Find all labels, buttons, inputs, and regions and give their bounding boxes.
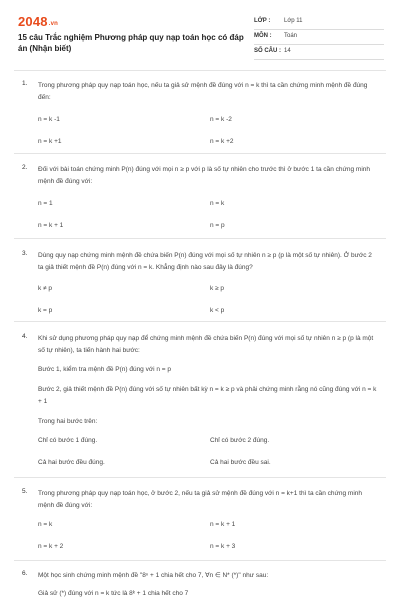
answer-option[interactable]: n = k -1 [38,116,60,123]
answer-option[interactable]: k < p [210,307,225,314]
answer-option[interactable]: n = k + 1 [210,521,236,528]
answer-option[interactable]: Chỉ có bước 2 đúng. [210,437,270,444]
answer-option[interactable]: n = k -2 [210,116,232,123]
question-text: Trong phương pháp quy nạp toán học, ở bước 2, nếu ta giả sử mệnh đề đúng với n = k+1 thì ta cần chứng minh mệnh đề đúng với: [38,490,363,509]
answer-option[interactable]: k ≥ p [210,285,225,292]
answer-option[interactable]: n = k + 1 [38,222,64,229]
site-logo[interactable]: 2048.vn [18,14,59,29]
answer-option[interactable]: n = k [210,200,225,207]
meta-row-class [254,15,384,30]
answer-option[interactable]: Cả hai bước đều đúng. [38,459,105,466]
divider [14,477,386,478]
answer-option[interactable]: n = k [38,521,53,528]
meta-key: SỐ CÂU : [254,48,281,54]
meta-value: Toán [284,33,298,39]
question-number: 2. [22,164,28,171]
question-number: 1. [22,80,28,87]
meta-row-subject [254,30,384,45]
meta-value: 14 [284,48,291,54]
question-number: 5. [22,488,28,495]
question-text: Một học sinh chứng minh mệnh đề "8ⁿ + 1 chia hết cho 7, ∀n ∈ N* (*)" như sau: [38,572,269,579]
divider [14,153,386,154]
question-text: Đối với bài toán chứng minh P(n) đúng với mọi n ≥ p với p là số tự nhiên cho trước thì ở bước 1 ta cần chứng minh mệnh đề đúng với: [38,166,370,185]
question-prompt: Trong hai bước trên: [38,418,98,425]
answer-option[interactable]: n = k +2 [210,138,234,145]
question-step: Bước 2, giả thiết mệnh đề P(n) đúng với số tự nhiên bất kỳ n = k ≥ p và phải chứng minh rằng nó cũng đúng với n = k + 1 [38,386,377,405]
divider [14,560,386,561]
answer-option[interactable]: Chỉ có bước 1 đúng. [38,437,98,444]
meta-key: LỚP : [254,18,271,24]
divider [14,321,386,322]
answer-option[interactable]: n = k +1 [38,138,62,145]
answer-option[interactable]: k = p [38,307,53,314]
divider [14,70,386,71]
divider [14,238,386,239]
worksheet-meta [254,15,384,60]
answer-option[interactable]: n = k + 3 [210,543,236,550]
answer-option[interactable]: k ≠ p [38,285,53,292]
question-number: 4. [22,333,28,340]
question-text: Dùng quy nạp chứng minh mệnh đề chứa biến P(n) đúng với mọi số tự nhiên n ≥ p (p là một số tự nhiên). Ở bước 2 ta giả thiết mệnh đề P(n) đúng với n = k. Khẳng định nào sau đây là đúng? [38,252,372,271]
meta-row-question-count [254,45,384,60]
worksheet-title: 15 câu Trắc nghiệm Phương pháp quy nạp toán học có đáp án (Nhận biết) [18,33,244,53]
question-text: Khi sử dụng phương pháp quy nạp để chứng minh mệnh đề chứa biến P(n) đúng với mọi số tự nhiên n ≥ p (p là một số tự nhiên), ta tiến hành hai bước: [38,335,374,354]
meta-value: Lớp 11 [284,18,303,24]
question-number: 3. [22,250,28,257]
answer-option[interactable]: n = p [210,222,225,229]
question-number: 6. [22,570,28,577]
question-text: Trong phương pháp quy nạp toán học, nếu ta giả sử mệnh đề đúng với n = k thì ta cần chứng minh mệnh đề đúng đến: [38,82,368,101]
question-step: Bước 1, kiểm tra mệnh đề P(n) đúng với n = p [38,366,172,373]
answer-option[interactable]: Cả hai bước đều sai. [210,459,271,466]
answer-option[interactable]: n = k + 2 [38,543,64,550]
question-step: Giả sử (*) đúng với n = k tức là 8ᵏ + 1 chia hết cho 7 [38,590,189,597]
worksheet-header [0,0,400,64]
meta-key: MÔN : [254,33,272,39]
answer-option[interactable]: n = 1 [38,200,53,207]
